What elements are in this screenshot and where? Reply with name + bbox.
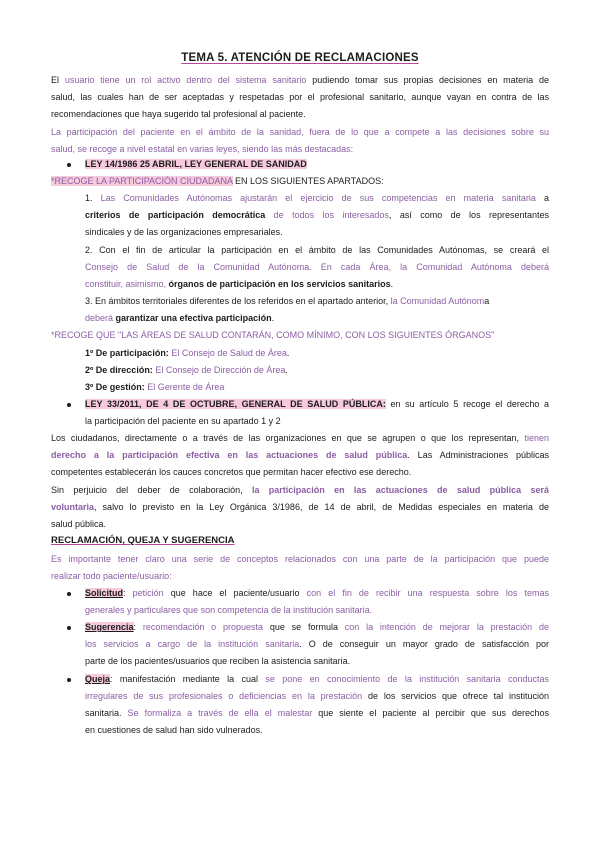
ley14-item-1-line-1: 1. Las Comunidades Autónomas ajustarán el ejercicio de sus competencias en materia sanitaria a — [85, 193, 549, 203]
organo-direccion: 2º De dirección: El Consejo de Dirección de Área. — [85, 365, 288, 375]
queja-line-3: sanitaria. Se formaliza a través de ella el malestar que siente el paciente al percibir que sus derechos — [85, 708, 549, 718]
sugerencia-term: Sugerencia — [85, 622, 134, 632]
bullet-icon — [67, 678, 71, 682]
intro-line-5: salud, se recoge a nivel estatal en varias leyes, siendo las más destacadas: — [51, 144, 354, 154]
solicitud-term: Solicitud — [85, 588, 123, 598]
page-title: TEMA 5. ATENCIÓN DE RECLAMACIONES — [181, 52, 419, 64]
bullet-icon — [67, 163, 71, 167]
organo-gestion: 3º De gestión: El Gerente de Área — [85, 382, 225, 392]
section-intro-line-1: Es importante tener claro una serie de conceptos relacionados con una parte de la participación que puede — [51, 554, 549, 564]
queja-line-4: en cuestiones de salud han sido vulnerados. — [85, 725, 263, 735]
queja-term: Queja — [85, 674, 111, 684]
intro-line-1: El usuario tiene un rol activo dentro del sistema sanitario pudiendo tomar sus propias decisiones en materia de — [51, 75, 549, 85]
ley14-item-2-line-3: constituir, asimismo, órganos de participación en los servicios sanitarios. — [85, 279, 394, 289]
intro-highlight: usuario tiene un rol activo dentro del sistema sanitario — [64, 75, 307, 85]
ley14-item-1-line-2: criterios de participación democrática de todos los interesados, así como de los representantes — [85, 210, 549, 220]
intro-line-2: salud, las cuales han de ser aceptadas y respetadas por el profesional sanitario, aunque vayan en contra de las — [51, 92, 549, 102]
section-intro-line-2: realizar todo paciente/usuario: — [51, 571, 172, 581]
ley14-item-2-line-1: 2. Con el fin de articular la participación en el ámbito de las Comunidades Autónomas, se creará el — [85, 245, 549, 255]
solicitud-line-2: generales y particulares que son competencia de la institución sanitaria. — [85, 605, 373, 615]
ley33-p1-line-3: competentes establecerán los cauces concretos que permitan hacer efectivo ese derecho. — [51, 467, 412, 477]
solicitud-line-1: Solicitud: petición que hace el paciente/usuario con el fin de recibir una respuesta sobre los temas — [85, 588, 549, 598]
intro-line-3: recomendaciones que haya sugerido tal profesional al paciente. — [51, 109, 306, 119]
queja-line-2: irregulares de sus profesionales o deficiencias en la prestación de los servicios que ofrece tal institución — [85, 691, 549, 701]
ley14-heading: LEY 14/1986 25 ABRIL, LEY GENERAL DE SANIDAD — [85, 159, 307, 169]
sugerencia-line-2: los servicios a cargo de la institución sanitaria. O de conseguir un mayor grado de satisfacción por — [85, 639, 549, 649]
bullet-icon — [67, 403, 71, 407]
ley33-line-2: la participación del paciente en su apartado 1 y 2 — [85, 416, 281, 426]
ley33-p1-line-2: derecho a la participación efectiva en las actuaciones de salud pública. Las Administraciones públicas — [51, 450, 549, 460]
ley14-item-2-line-2: Consejo de Salud de la Comunidad Autónoma. En cada Área, la Comunidad Autónoma deberá — [85, 262, 549, 272]
ley14-item-1-line-3: sindicales y de las organizaciones empresariales. — [85, 227, 283, 237]
ley33-heading-line: LEY 33/2011, DE 4 DE OCTUBRE, GENERAL DE SALUD PÚBLICA: en su artículo 5 recoge el derecho a — [85, 399, 550, 409]
intro-line-4: La participación del paciente en el ámbito de la sanidad, fuera de lo que a compete a las decisiones sobre su — [51, 127, 549, 137]
ley33-p2-line-2: voluntaria, salvo lo previsto en la Ley Orgánica 3/1986, de 14 de abril, de Medidas especiales en materia de — [51, 502, 549, 512]
bullet-icon — [67, 592, 71, 596]
sugerencia-line-3: parte de los pacientes/usuarios que reciben la asistencia sanitaria. — [85, 656, 351, 666]
ley33-p2-line-3: salud pública. — [51, 519, 107, 529]
ley33-p2-line-1: Sin perjuicio del deber de colaboración, la participación en las actuaciones de salud pública será — [51, 485, 549, 495]
ley14-recoge-organos: *RECOGE QUE "LAS ÁREAS DE SALUD CONTARÁN, COMO MÍNIMO, CON LOS SIGUIENTES ÓRGANOS" — [51, 330, 495, 340]
ley33-p1-line-1: Los ciudadanos, directamente o a través de las organizaciones en que se agrupen o que los representan, tienen — [51, 433, 549, 443]
organo-participacion: 1º De participación: El Consejo de Salud de Área. — [85, 348, 290, 358]
sugerencia-line-1: Sugerencia: recomendación o propuesta que se formula con la intención de mejorar la prestación de — [85, 622, 549, 632]
section-heading: RECLAMACIÓN, QUEJA Y SUGERENCIA — [51, 535, 235, 546]
ley14-item-3-line-2: deberá garantizar una efectiva participación. — [85, 313, 275, 323]
queja-line-1: Queja: manifestación mediante la cual se pone en conocimiento de la institución sanitaria conductas — [85, 674, 549, 684]
ley14-recoge: *RECOGE LA PARTICIPACIÓN CIUDADANA EN LOS SIGUIENTES APARTADOS: — [51, 176, 384, 186]
ley14-item-3-line-1: 3. En ámbitos territoriales diferentes de los referidos en el apartado anterior, la Comunidad Autónoma — [85, 296, 490, 306]
bullet-icon — [67, 626, 71, 630]
